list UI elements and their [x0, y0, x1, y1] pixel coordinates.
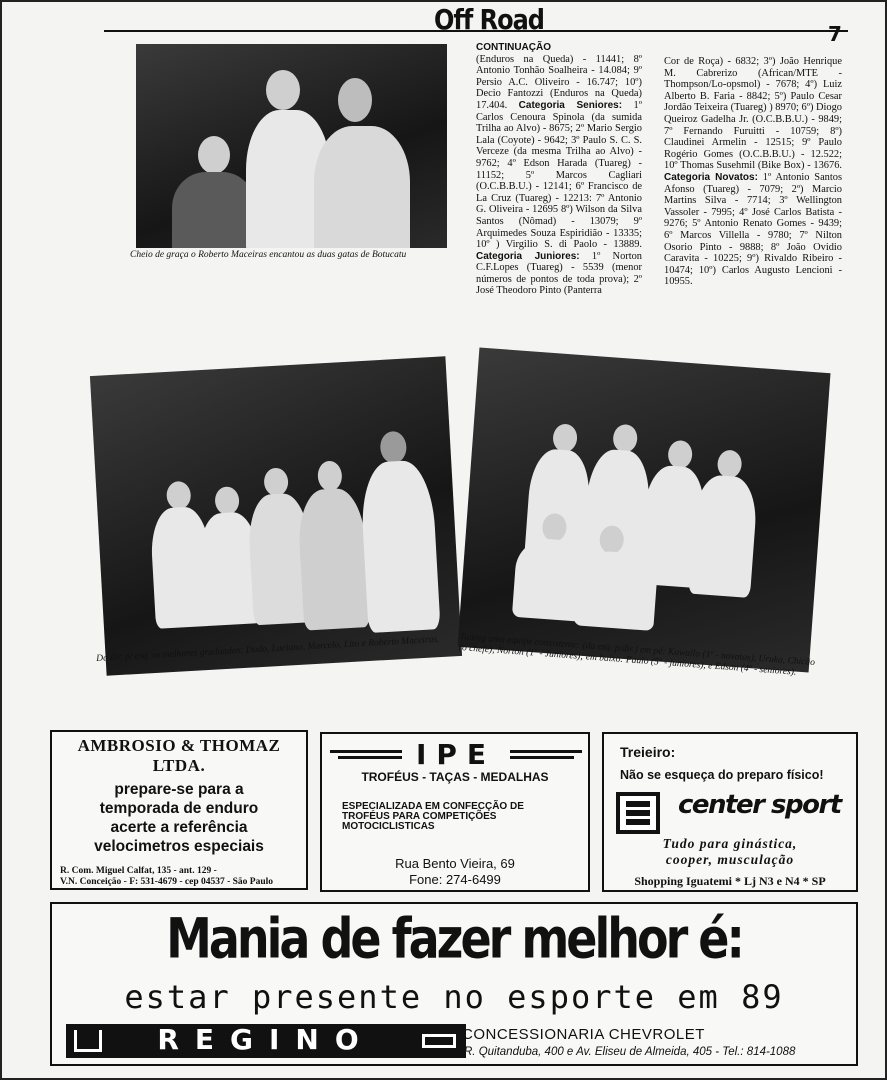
ad-address: V.N. Conceição - F: 531-4679 - cep 04537 - São Paulo [60, 877, 274, 887]
regino-dealer: CONCESSIONARIA CHEVROLET [462, 1026, 705, 1043]
photo-tuareg-team [457, 348, 830, 673]
article-text: 1º Carlos Cenoura Spinola (da sumida Trilha ao Alvo) - 8675; 2º Mario Sergio Lala (Coyote) - 9642; 3º Paulo S. C. S. Verceze (da mesma Trilha ao Alvo) - 9762; 4º Edson Harada (Tuareg) - 11152; 5º Marcos Cagliari (O.C.B.B.U.) - 12141; 6º Francisco de La Cruz (Tuareg) - 12213: 7º Antonio G. Oliveira - 12695 8º) Wilson da Silva Santos (Nômad) - 13079; 9º Arquimedes Souza Espiridião - 13335; 10º ) Virgilio S. di Paolo - 13889. [476, 99, 642, 251]
ad-line: acerte a referência [110, 819, 248, 836]
ipe-subtitle: TROFÉUS - TAÇAS - MEDALHAS [361, 770, 549, 784]
ipe-desc: ESPECIALIZADA EM CONFECÇÃO DE [342, 801, 524, 812]
ipe-phone: Fone: 274-6499 [409, 872, 501, 887]
ad-line: temporada de enduro [99, 800, 259, 817]
ipe-street: Rua Bento Vieira, 69 [395, 856, 515, 871]
ad-center-sport [602, 732, 858, 892]
regino-subline: estar presente no esporte em 89 [124, 978, 784, 1016]
photo-roberto-and-girls [136, 44, 447, 248]
masthead: Off Road [434, 3, 544, 37]
ipe-desc: TROFÉUS PARA COMPETIÇÕES [342, 811, 497, 822]
ad-line: prepare-se para a [114, 781, 244, 798]
ad-line: velocimetros especiais [94, 838, 264, 855]
photo-best-graduates [90, 356, 462, 675]
photo1-caption: Cheio de graça o Roberto Maceiras encantou as duas gatas de Botucatu [130, 250, 407, 260]
center-slogan: Tudo para ginástica, [662, 836, 798, 851]
photo3-caption: Tuareg uma equipe consistente: (da esq. p/dir.) em pé: Kawallo (1º - novatos), Uruka, Chicão (o chefe), Norton (1º - Juniores); em baixo: Paulo (5º - juniores), e Edson (4º - seniores). [458, 632, 816, 678]
center-slogan: cooper, musculação [665, 852, 795, 867]
ad-address: R. Com. Miguel Calfat, 135 - ant. 129 - [60, 866, 217, 876]
crown-icon [74, 1030, 102, 1052]
ipe-desc: MOTOCICLISTICAS [342, 821, 435, 832]
ipe-logo: IPE [415, 738, 497, 771]
article-text: 1º Antonio Santos Afonso (Tuareg) - 7079; 2º) Marcio Martins Silva - 7714; 3º Wellington Vassoler - 7995; 4º José Carlos Batista - 9276; 5º Antonio Renato Gomes - 9439; 6º Marcos Villella - 9780; 7º Nilton Osorio Pinto - 9888; 8º João Ovidio Caravita - 10225; 9º) Rivaldo Ribeiro - 10474; 10º) Carlos Augusto Lencioni - 10955. [664, 171, 843, 288]
center-heading: Treieiro: [620, 744, 676, 760]
ad-title: LTDA. [152, 756, 206, 775]
ad-regino-chevrolet [50, 902, 858, 1066]
article-text: Cor de Roça) - 6832; 3º) João Henrique M. Cabrerizo (African/MTE - Thompson/Lo-opsmol) - 7678; 4º) Luiz Alberto B. Faria - 8842; 5º) Paulo Cesar Jordão Teixeira (Tuareg) ) 8970; 6º) Diogo Queiroz Gadelha Jr. (O.C.B.B.U.) - 9849; 7º Fernando Furuitti - 10759; 8º) Claudinei Armelin - 12515; 9º Paulo Rogério Gomes (O.C.B.B.U.) - 12.522; 10º Thomas Susehmil (Bike Box) - 13676. [664, 56, 842, 172]
regino-headline: Mania de fazer melhor é: [166, 906, 742, 971]
ad-ipe-trofeus [320, 732, 590, 892]
regino-logo [66, 1024, 466, 1058]
center-brand: center sport [678, 790, 841, 820]
ad-ambrosio-thomaz [50, 730, 308, 890]
category-label: Categoria Juniores: [476, 250, 580, 262]
regino-address: R. Quitanduba, 400 e Av. Eliseu de Almeida, 405 - Tel.: 814-1088 [464, 1046, 796, 1058]
article-column-2 [664, 56, 842, 288]
center-location: Shopping Iguatemi * Lj N3 e N4 * SP [634, 874, 826, 888]
regino-logo-text: REGINO [157, 1023, 375, 1056]
category-label: Categoria Seniores: [518, 99, 623, 111]
category-label: Categoria Novatos: [664, 171, 758, 183]
center-tagline: Não se esqueça do preparo físico! [620, 768, 824, 782]
photo2-caption: Da dir. p/ esq. os melhores graduados: Dado, Luciano, Marcelo, Lito e Roberto Maceiras. [96, 634, 440, 664]
ad-title: AMBROSIO & THOMAZ [77, 736, 281, 755]
article-text: 1º Norton C.F.Lopes (Tuareg) - 5539 (menor números de pontos de toda prova); 2º José Theodoro Pinto (Panterra [476, 250, 642, 297]
article-heading: CONTINUAÇÃO [476, 42, 551, 53]
article-text: (Enduros na Queda) - 11441; 8º Antonio Tonhão Soalheira - 14.084; 9º Persio A.C. Oliveiro - 16.747; 10º) Decio Fantozzi (Enduros na Queda) 17.404. [476, 53, 642, 111]
chevrolet-bowtie-icon [422, 1034, 456, 1048]
center-sport-logo-icon [616, 792, 660, 834]
page-number: 7 [828, 22, 842, 46]
article-column-1 [476, 42, 642, 297]
